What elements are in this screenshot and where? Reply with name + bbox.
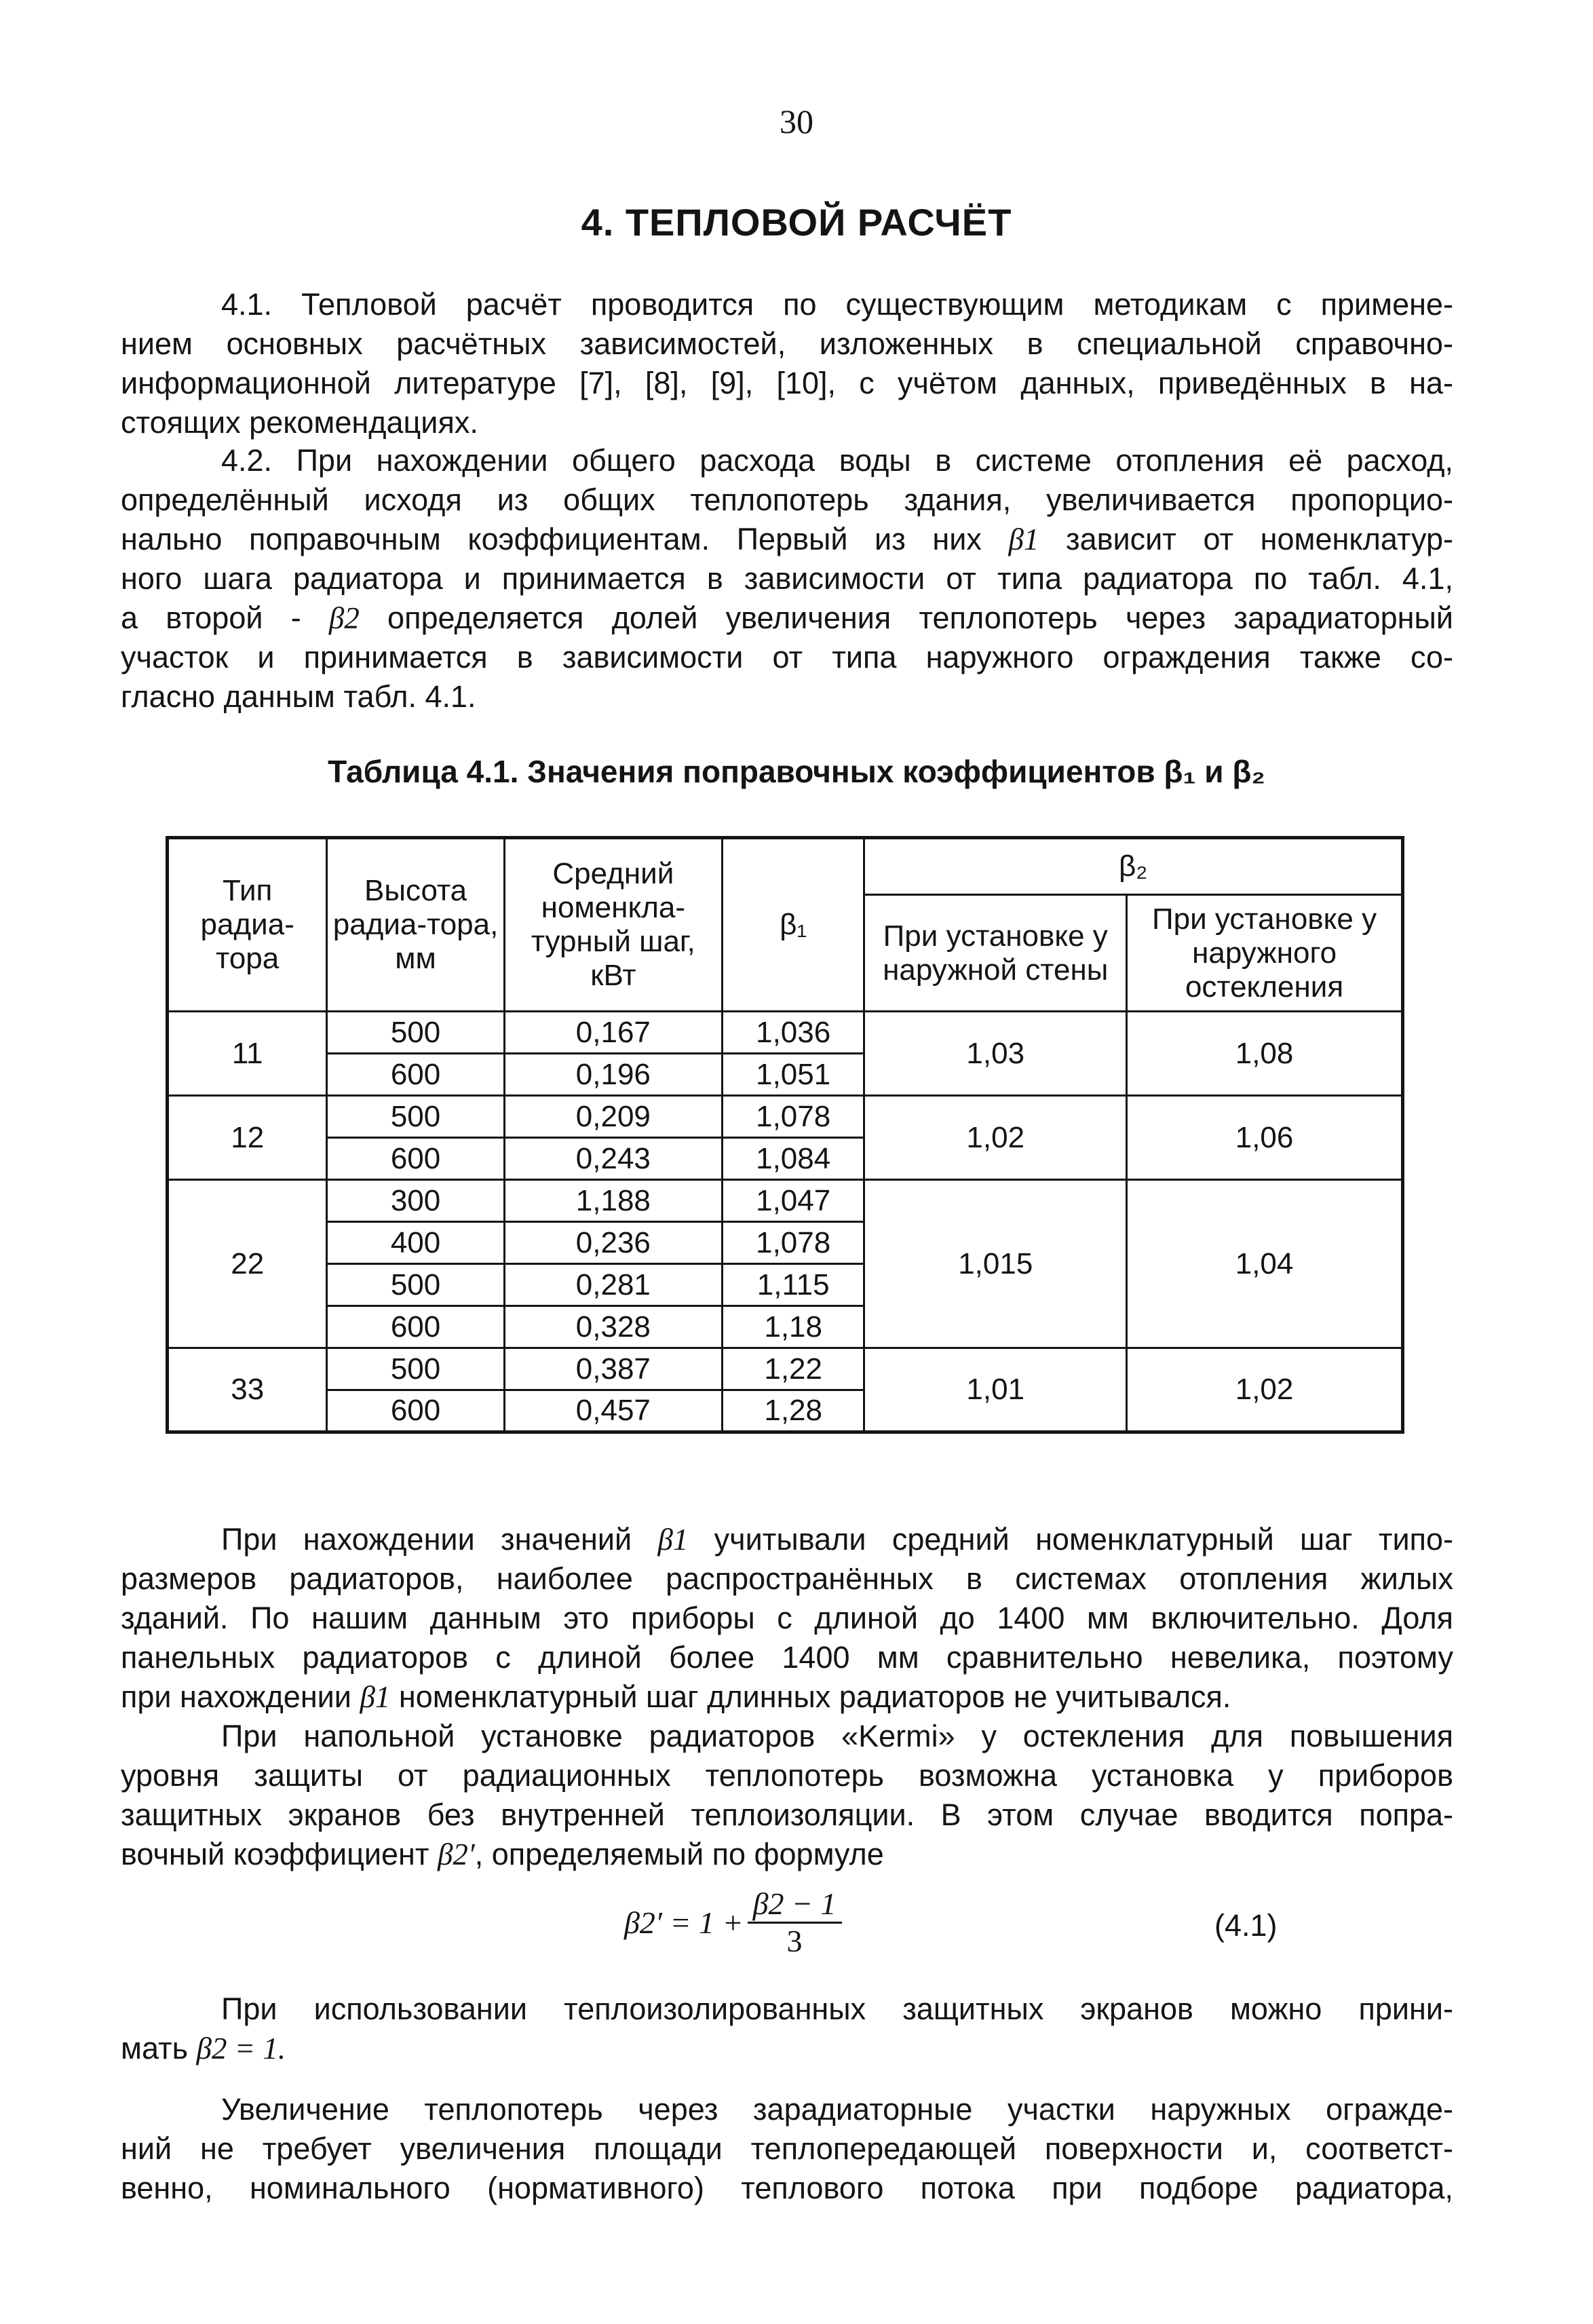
- cell-beta2-wall: 1,02: [864, 1096, 1127, 1180]
- page-number: 30: [780, 102, 813, 140]
- cell-type: 12: [168, 1096, 327, 1180]
- beta2-prime-symbol: β2′: [438, 1837, 475, 1871]
- table-row: [168, 1096, 1403, 1138]
- text-fragment: при нахождении: [121, 1679, 351, 1714]
- section-heading: 4. ТЕПЛОВОЙ РАСЧЁТ: [581, 201, 1012, 244]
- cell-step: 0,387: [504, 1348, 722, 1390]
- text-fragment: зависит от номенклатур-: [1065, 522, 1453, 556]
- text-fragment: номенклатурный шаг длинных радиаторов не учитывался.: [398, 1679, 1231, 1714]
- equation-number: (4.1): [1214, 1908, 1278, 1943]
- text-line: При напольной установке радиаторов «Kermi» у остекления для повышения: [221, 1719, 1453, 1753]
- text-line: [121, 1677, 1453, 1717]
- cell-height: 500: [327, 1264, 504, 1306]
- table-row: [168, 1012, 1403, 1054]
- cell-step: 0,243: [504, 1138, 722, 1180]
- cell-beta2-glazing: 1,04: [1127, 1180, 1403, 1348]
- header-step: Средний номенкла-турный шаг, кВт: [504, 838, 722, 1012]
- header-height: Высота радиа-тора, мм: [327, 838, 504, 1012]
- paragraph-4-1: [121, 285, 1453, 442]
- cell-beta1: 1,115: [722, 1264, 864, 1306]
- cell-beta1: 1,078: [722, 1096, 864, 1138]
- text-line: информационной литературе [7], [8], [9], [10], с учётом данных, приведённых в на-: [121, 366, 1453, 400]
- coefficients-table: [166, 836, 1404, 1434]
- cell-step: 0,328: [504, 1306, 722, 1348]
- beta2-equation: β2 = 1.: [196, 2032, 286, 2065]
- text-line: стоящих рекомендациях.: [121, 405, 478, 440]
- cell-type: 11: [168, 1012, 327, 1096]
- beta1-symbol: β1: [360, 1680, 391, 1714]
- text-line: При использовании теплоизолированных защитных экранов можно прини-: [221, 1992, 1453, 2026]
- text-line: [121, 520, 1453, 559]
- cell-height: 500: [327, 1348, 504, 1390]
- text-fragment: а второй -: [121, 601, 301, 635]
- header-beta2: β₂: [864, 838, 1403, 895]
- formula-denominator: 3: [786, 1924, 803, 1958]
- cell-height: 600: [327, 1054, 504, 1096]
- table-caption: Таблица 4.1. Значения поправочных коэффициентов β₁ и β₂: [328, 754, 1265, 789]
- formula-fraction: [748, 1886, 842, 1959]
- text-line: зданий. По нашим данным это приборы с длиной до 1400 мм включительно. Доля: [121, 1601, 1453, 1635]
- text-fragment: вочный коэффициент: [121, 1837, 429, 1871]
- paragraph-beta1-note: [121, 1520, 1453, 1717]
- cell-beta1: 1,036: [722, 1012, 864, 1054]
- cell-beta1: 1,047: [722, 1180, 864, 1222]
- text-line: нием основных расчётных зависимостей, изложенных в специальной справочно-: [121, 326, 1453, 361]
- cell-beta1: 1,28: [722, 1390, 864, 1432]
- cell-beta1: 1,18: [722, 1306, 864, 1348]
- text-line: Увеличение теплопотерь через зарадиаторные участки наружных огражде-: [221, 2092, 1453, 2127]
- cell-beta1: 1,22: [722, 1348, 864, 1390]
- cell-height: 500: [327, 1012, 504, 1054]
- paragraph-4-2: [121, 441, 1453, 717]
- text-line: уровня защиты от радиационных теплопотерь возможна установка у приборов: [121, 1758, 1453, 1793]
- text-line: [121, 2029, 1453, 2068]
- text-line: [121, 598, 1453, 638]
- beta1-symbol: β1: [1008, 522, 1039, 556]
- cell-step: 0,209: [504, 1096, 722, 1138]
- text-line: участок и принимается в зависимости от типа наружного ограждения также со-: [121, 640, 1453, 674]
- formula-numerator: β2 − 1: [748, 1886, 842, 1924]
- cell-beta2-wall: 1,01: [864, 1348, 1127, 1432]
- paragraph-heat-loss: [121, 2090, 1453, 2208]
- text-line: панельных радиаторов с длиной более 1400 мм сравнительно невелика, поэтому: [121, 1640, 1453, 1675]
- text-line: гласно данным табл. 4.1.: [121, 679, 476, 714]
- cell-step: 0,457: [504, 1390, 722, 1432]
- cell-height: 500: [327, 1096, 504, 1138]
- paragraph-kermi-screens: [121, 1717, 1453, 1874]
- text-line: [121, 1835, 1453, 1874]
- formula-4-1: [624, 1886, 842, 1959]
- cell-step: 0,236: [504, 1222, 722, 1264]
- cell-step: 0,281: [504, 1264, 722, 1306]
- text-line: ного шага радиатора и принимается в зависимости от типа радиатора по табл. 4.1,: [121, 561, 1453, 596]
- cell-height: 400: [327, 1222, 504, 1264]
- cell-beta2-glazing: 1,06: [1127, 1096, 1403, 1180]
- text-line: венно, номинального (нормативного) теплового потока при подборе радиатора,: [121, 2171, 1453, 2205]
- cell-height: 600: [327, 1390, 504, 1432]
- text-line: 4.1. Тепловой расчёт проводится по существующим методикам с примене-: [221, 287, 1453, 322]
- cell-height: 600: [327, 1138, 504, 1180]
- cell-step: 0,196: [504, 1054, 722, 1096]
- header-wall: При установке у наружной стены: [864, 895, 1127, 1012]
- text-fragment: При нахождении значений: [221, 1522, 632, 1557]
- text-line: 4.2. При нахождении общего расхода воды в системе отопления её расход,: [221, 443, 1453, 478]
- header-beta1: β₁: [722, 838, 864, 1012]
- text-line: ний не требует увеличения площади теплопередающей поверхности и, соответст-: [121, 2131, 1453, 2166]
- header-type: Тип радиа-тора: [168, 838, 327, 1012]
- beta1-symbol: β1: [657, 1523, 689, 1557]
- cell-beta1: 1,051: [722, 1054, 864, 1096]
- cell-height: 300: [327, 1180, 504, 1222]
- beta2-symbol: β2: [328, 601, 360, 635]
- cell-type: 22: [168, 1180, 327, 1348]
- text-line: определённый исходя из общих теплопотерь здания, увеличивается пропорцио-: [121, 482, 1453, 517]
- text-line: защитных экранов без внутренней теплоизоляции. В этом случае вводится попра-: [121, 1797, 1453, 1832]
- text-fragment: учитывали средний номенклатурный шаг типо-: [714, 1522, 1453, 1557]
- cell-beta2-wall: 1,03: [864, 1012, 1127, 1096]
- text-line: [121, 1520, 1453, 1559]
- cell-height: 600: [327, 1306, 504, 1348]
- cell-beta2-glazing: 1,08: [1127, 1012, 1403, 1096]
- header-glazing: При установке у наружного остекления: [1127, 895, 1403, 1012]
- cell-beta1: 1,084: [722, 1138, 864, 1180]
- cell-step: 0,167: [504, 1012, 722, 1054]
- text-line: размеров радиаторов, наиболее распространённых в системах отопления жилых: [121, 1561, 1453, 1596]
- text-fragment: нально поправочным коэффициентам. Первый из них: [121, 522, 982, 556]
- formula-lhs: β2′ = 1 +: [624, 1905, 744, 1940]
- text-fragment: определяется долей увеличения теплопотерь через зарадиаторный: [387, 601, 1453, 635]
- table-row: [168, 1180, 1403, 1222]
- text-fragment: мать: [121, 2031, 189, 2065]
- table-row: [168, 1348, 1403, 1390]
- text-fragment: , определяемый по формуле: [474, 1837, 884, 1871]
- cell-type: 33: [168, 1348, 327, 1432]
- cell-beta2-wall: 1,015: [864, 1180, 1127, 1348]
- cell-step: 1,188: [504, 1180, 722, 1222]
- paragraph-insulated-screens: [121, 1989, 1453, 2068]
- cell-beta2-glazing: 1,02: [1127, 1348, 1403, 1432]
- cell-beta1: 1,078: [722, 1222, 864, 1264]
